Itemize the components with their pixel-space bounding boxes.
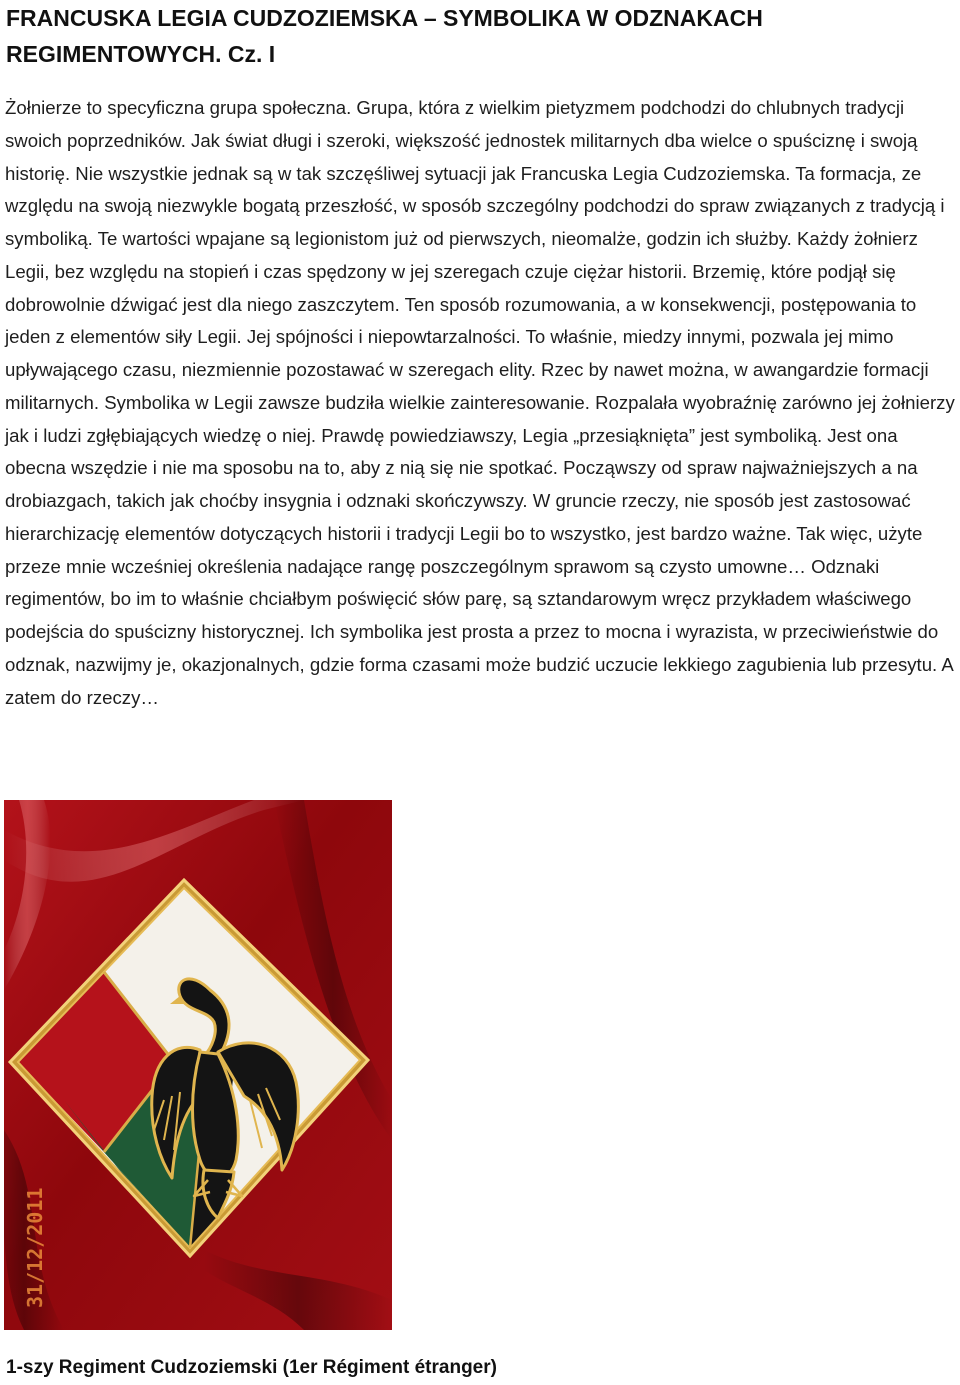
photo-date-stamp: 31/12/2011 — [23, 1187, 47, 1308]
regiment-badge-photo — [4, 800, 392, 1330]
article-body: Żołnierze to specyficzna grupa społeczna. Grupa, która z wielkim pietyzmem podchodzi do chlubnych tradycji swoich poprzedników. Jak świat długi i szeroki, większość jednostek militarnych dba wielce o spuściznę i swoją historię. Nie wszystkie jednak są w tak szczęśliwej sytuacji jak Francuska Legia Cudzoziemska. Ta formacja, ze względu na swoją niezwykle bogatą przeszłość, w sposób szczególny podchodzi do spraw związanych z tradycją i symboliką. Te wartości wpajane są legionistom już od pierwszych, nieomalże, godzin ich służby. Każdy żołnierz Legii, bez względu na stopień i czas spędzony w jej szeregach czuje ciężar historii. Brzemię, które podjął się dobrowolnie dźwigać jest dla niego zaszczytem. Ten sposób rozumowania, a w konsekwencji, postępowania to jeden z elementów siły Legii. Jej spójności i niepowtarzalności. To właśnie, miedzy innymi, pozwala jej mimo upływającego czasu, niezmiennie pozostawać w szeregach elity. Rzec by nawet można, w awangardzie formacji militarnych. Symbolika w Legii zawsze budziła wielkie zainteresowanie. Rozpalała wyobraźnię zarówno jej żołnierzy jak i ludzi zgłębiających wiedzę o niej. Prawdę powiedziawszy, Legia „przesiąknięta” jest symboliką. Jest ona obecna wszędzie i nie ma sposobu na to, aby z nią się nie spotkać. Począwszy od spraw najważniejszych a na drobiazgach, takich jak choćby insygnia i odznaki skończywszy. W gruncie rzeczy, nie sposób jest zastosować hierarchizację elementów dotyczących historii i tradycji Legii bo to wszystko, jest bardzo ważne. Tak więc, użyte przeze mnie wcześniej określenia nadające rangę poszczególnym sprawom są czysto umowne… Odznaki regimentów, bo im to właśnie chciałbym poświęcić słów parę, są sztandarowym wręcz przykładem właściwego podejścia do spuścizny historycznej. Ich symbolika jest prosta a przez to mocna i wyrazista, w przeciwieństwie do odznak, nazwijmy je, okazjonalnych, gdzie forma czasami może budzić uczucie lekkiego zagubienia lub przesytu. A zatem do rzeczy… — [5, 97, 955, 708]
article-title: FRANCUSKA LEGIA CUDZOZIEMSKA – SYMBOLIKA W ODZNAKACH REGIMENTOWYCH. Cz. I — [6, 5, 763, 67]
photo-caption: 1-szy Regiment Cudzoziemski (1er Régiment étranger) — [6, 1357, 497, 1378]
